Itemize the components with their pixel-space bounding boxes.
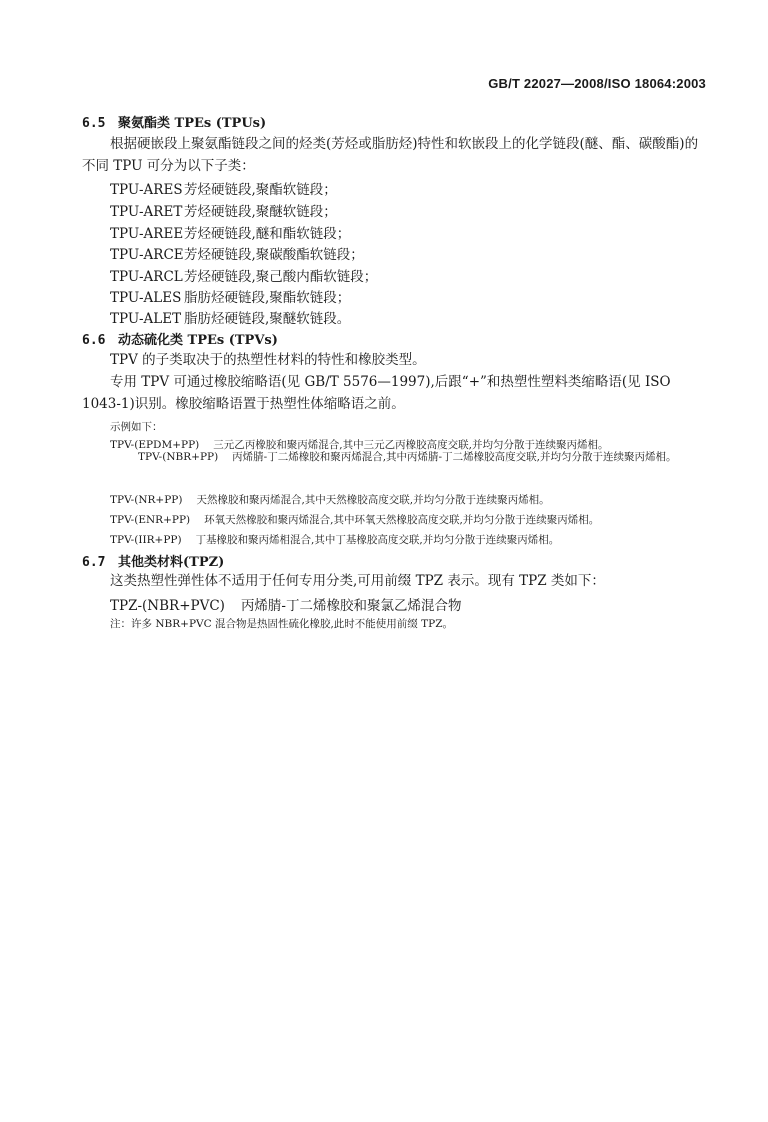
section-title: 其他类材料(TPZ)	[118, 555, 225, 570]
examples-label: 示例如下：	[110, 421, 163, 433]
tpu-desc: 芳烃硬链段,醚和酯软链段；	[184, 226, 351, 242]
example-line	[110, 512, 599, 527]
section-number: 6.6	[82, 333, 106, 348]
example-desc: 天然橡胶和聚丙烯混合,其中天然橡胶高度交联,并均匀分散于连续聚丙烯相。	[196, 494, 550, 506]
section-6-6-paragraph-2: 专用 TPV 可通过橡胶缩略语(见 GB/T 5576—1997),后跟“+”和热塑性塑料类缩略语(见 ISO 1043-1)识别。橡胶缩略语置于热塑性体缩略语之前。	[82, 374, 671, 412]
example-desc: 环氧天然橡胶和聚丙烯混合,其中环氧天然橡胶高度交联,并均匀分散于连续聚丙烯相。	[204, 514, 600, 526]
tpu-desc: 芳烃硬链段,聚己酸内酯软链段；	[184, 269, 378, 285]
section-title: 动态硫化类 TPEs (TPVs)	[118, 333, 278, 348]
example-line	[110, 532, 559, 547]
section-6-7-paragraph: 这类热塑性弹性体不适用于任何专用分类,可用前缀 TPZ 表示。现有 TPZ 类如下：	[110, 573, 605, 589]
tpz-desc: 丙烯腈-丁二烯橡胶和聚氯乙烯混合物	[240, 598, 462, 614]
tpu-item	[110, 265, 377, 285]
tpu-item	[110, 200, 337, 220]
tpu-item	[110, 178, 337, 198]
example-desc: 三元乙丙橡胶和聚丙烯混合,其中三元乙丙橡胶高度交联,并均匀分散于连续聚丙烯相。	[213, 439, 609, 451]
tpu-item	[110, 243, 364, 263]
example-line	[82, 448, 710, 467]
tpu-code: TPU-ARCE	[110, 247, 184, 263]
section-6-6-paragraph-1: TPV 的子类取决于的热塑性材料的特性和橡胶类型。	[110, 352, 426, 368]
section-number: 6.7	[82, 555, 106, 570]
tpu-item	[110, 222, 350, 242]
tpu-desc: 芳烃硬链段,聚酯软链段；	[184, 182, 337, 198]
tpu-desc: 脂肪烃硬链段,聚酯软链段；	[184, 290, 351, 306]
tpu-desc: 芳烃硬链段,聚醚软链段；	[184, 204, 337, 220]
tpu-code: TPU-ALES	[110, 290, 182, 306]
tpu-code: TPU-AREE	[110, 226, 184, 242]
example-code: TPV-(NR+PP)	[110, 494, 183, 506]
tpz-item	[110, 594, 462, 614]
tpu-item	[110, 307, 350, 327]
example-code: TPV-(NBR+PP)	[138, 451, 219, 463]
tpu-code: TPU-ARES	[110, 182, 183, 198]
standard-number-header: GB/T 22027—2008/ISO 18064:2003	[488, 76, 706, 91]
section-title: 聚氨酯类 TPEs (TPUs)	[118, 116, 267, 131]
section-6-6-heading	[82, 329, 278, 348]
tpu-desc: 芳烃硬链段,聚碳酸酯软链段；	[184, 247, 364, 263]
tpu-code: TPU-ARET	[110, 204, 183, 220]
example-desc: 丙烯腈-丁二烯橡胶和聚丙烯混合,其中丙烯腈-丁二烯橡胶高度交联,并均匀分散于连续聚丙烯相。	[232, 451, 677, 463]
section-6-5-intro: 根据硬嵌段上聚氨酯链段之间的烃类(芳烃或脂肪烃)特性和软嵌段上的化学链段(醚、酯、碳酸酯)的不同 TPU 可分为以下子类：	[82, 136, 699, 174]
example-line	[110, 492, 550, 507]
example-code: TPV-(IIR+PP)	[110, 534, 182, 546]
tpu-item	[110, 286, 350, 306]
example-code: TPV-(ENR+PP)	[110, 514, 191, 526]
tpu-desc: 脂肪烃硬链段,聚醚软链段。	[184, 311, 351, 327]
example-code: TPV-(EPDM+PP)	[110, 439, 200, 451]
section-6-5-heading	[82, 112, 266, 131]
tpz-code: TPZ-(NBR+PVC)	[110, 598, 225, 614]
example-desc: 丁基橡胶和聚丙烯相混合,其中丁基橡胶高度交联,并均匀分散于连续聚丙烯相。	[195, 534, 560, 546]
section-number: 6.5	[82, 116, 106, 131]
tpu-code: TPU-ARCL	[110, 269, 183, 285]
note: 注：许多 NBR+PVC 混合物是热固性硫化橡胶,此时不能使用前缀 TPZ。	[110, 618, 454, 630]
tpu-code: TPU-ALET	[110, 311, 182, 327]
section-6-7-heading	[82, 551, 224, 570]
